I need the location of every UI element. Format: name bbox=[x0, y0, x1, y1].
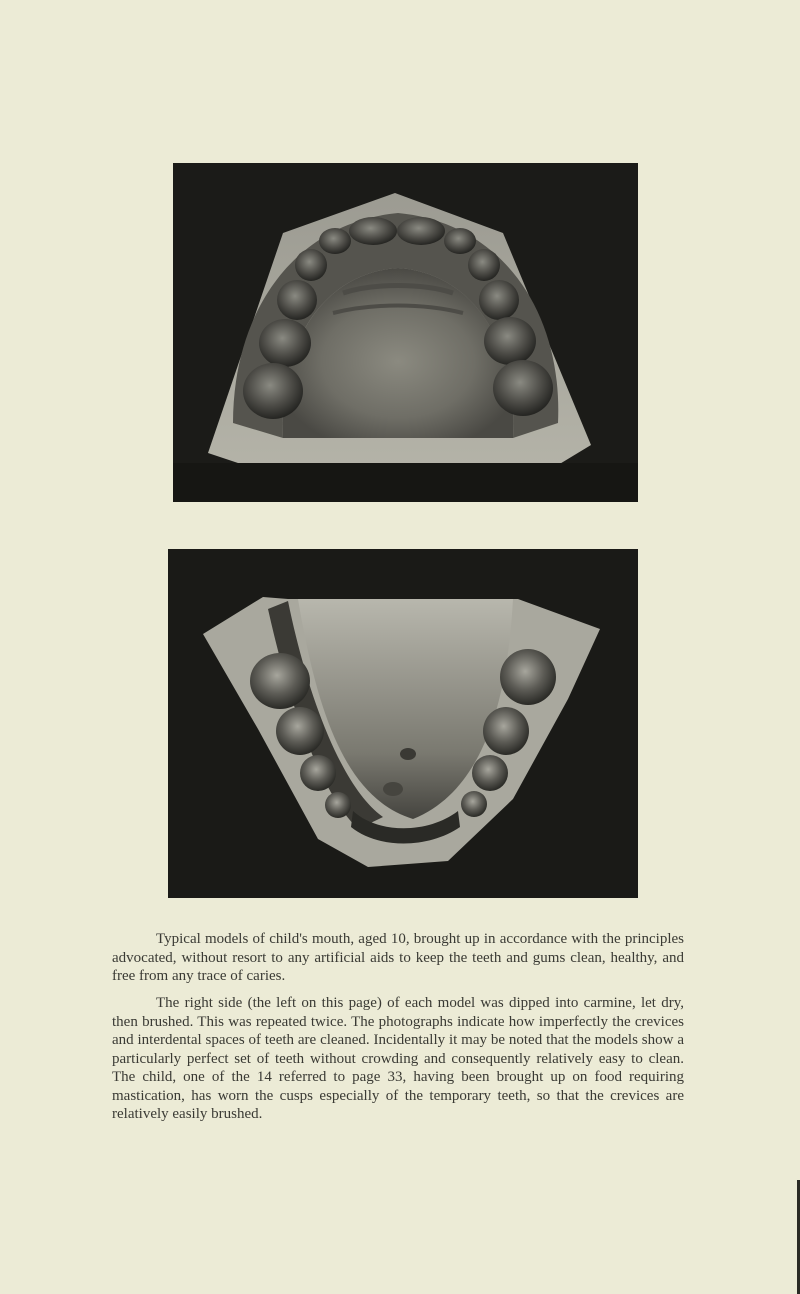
caption-paragraph-1: Typical models of child's mouth, aged 10, brought up in accordance with the principles advocated, without resort to any artificial aids to keep the teeth and gums clean, healthy, and free from any trace of caries. bbox=[112, 931, 684, 984]
lower-jaw-photo bbox=[168, 549, 638, 898]
upper-jaw-photo bbox=[173, 163, 638, 502]
caption-paragraph-2: The right side (the left on this page) of each model was dipped into carmine, let dry, then brushed. This was repeated twice. The photographs indicate how imperfectly the crevices and interdental spaces of teeth are cleaned. Incidentally it may be noted that the models show a particularly perfect set of teeth without crowding and consequently relatively easy to clean. The child, one of the 14 referred to page 33, having been brought up on food requiring mastication, has worn the cusps especially of the temporary teeth, so that the crevices are relatively easily brushed. bbox=[112, 995, 684, 1122]
upper-jaw-model-image bbox=[173, 163, 638, 502]
lower-jaw-model-image bbox=[168, 549, 638, 898]
